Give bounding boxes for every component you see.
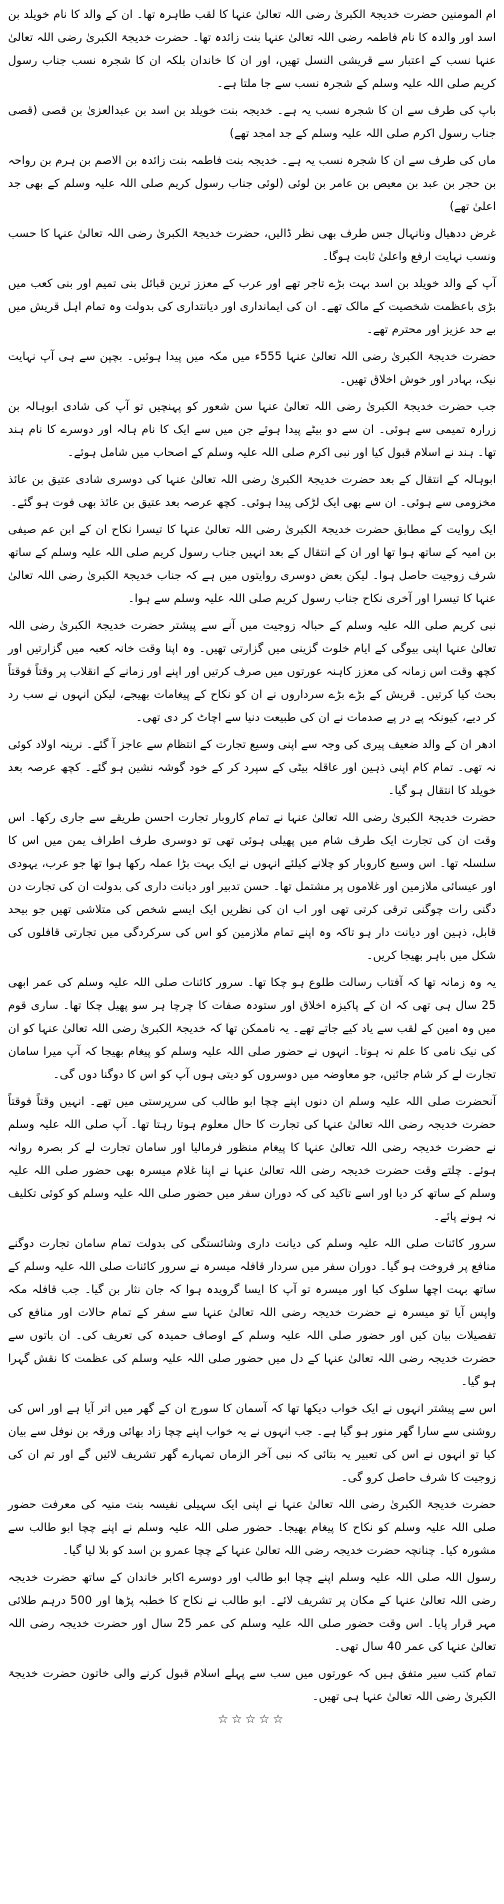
paragraph-dream: اس سے پیشتر انہوں نے ایک خواب دیکھا تھا کہ آسمان کا سورج ان کے گھر میں اتر آیا ہے اور اس کی روشنی سے سارا گھر منور ہو گیا ہے۔ جب انہوں نے یہ خواب اپنے چچا زاد بھائی ورقہ بن نوفل سے بیان کیا تو انہوں نے اس کی تعبیر یہ بتائی کہ نبی آخر الزماں تمہارے گھر تشریف لائیں گے اور تم ان کی زوجیت کا شرف حاصل کرو گی۔ — [8, 1401, 496, 1484]
paragraph-first-marriage: جب حضرت خدیجۃ الکبریٰ رضی اللہ تعالیٰ عنہا سن شعور کو پہنچیں تو آپ کی شادی ابوہالہ بن زرارہ تمیمی سے ہوئی۔ ان سے دو بیٹے پیدا ہوئے جن میں سے ایک کا نام ہالہ اور دوسرے کا نام ہند تھا۔ ہند نے اسلام قبول کیا اور نبی اکرم صلی اللہ علیہ وسلم کے اصحاب میں شامل ہوئے۔ — [8, 399, 496, 459]
paragraph-second-marriage: ابوہالہ کے انتقال کے بعد حضرت خدیجۃ الکبریٰ رضی اللہ تعالیٰ عنہا کی دوسری شادی عتیق بن عائذ مخزومی سے ہوئی۔ ان سے بھی ایک لڑکی پیدا ہوئی۔ کچھ عرصہ بعد عتیق بن عائذ بھی فوت ہو گئے۔ — [8, 472, 496, 509]
paragraph-trade: حضرت خدیجۃ الکبریٰ رضی اللہ تعالیٰ عنہا نے تمام کاروبار تجارت احسن طریقے سے جاری رکھا۔ اس وقت ان کی تجارت ایک طرف شام میں پھیلی ہوئی تھی تو دوسری طرف اطراف یمن میں اس کا سلسلہ تھا۔ اس وسیع کاروبار کو چلانے کیلئے انہوں نے ایک بہت بڑا عملہ رکھا ہوا تھا جو عرب، یہودی اور عیسائی ملازمین اور غلاموں پر مشتمل تھا۔ حسن تدبیر اور دیانت داری کی بدولت ان کی تجارت دن دگنی رات چوگنی ترقی کرتی تھی اور اب ان کی نظریں ایک ایسے شخص کی متلاشی تھیں جو بیحد قابل، ذہین اور دیانت دار ہو تاکہ وہ اپنے تمام ملازمین کو اس کی سرکردگی میں تجارتی قافلوں کی شکل میں باہر بھیجا کریں۔ — [8, 810, 496, 962]
paragraph-trade-offer: یہ وہ زمانہ تھا کہ آفتاب رسالت طلوع ہو چکا تھا۔ سرور کائنات صلی اللہ علیہ وسلم کی عمر ابھی 25 سال ہی تھی کہ ان کے پاکیزہ اخلاق اور ستودہ صفات کا چرچا ہر سو پھیل چکا تھا۔ ساری قوم میں وہ امین کے لقب سے یاد کیے جاتے تھے۔ یہ ناممکن تھا کہ خدیجۃ الکبریٰ رضی اللہ تعالیٰ عنہا کو ان کی نیک نامی کا علم نہ ہوتا۔ انہوں نے حضور صلی اللہ علیہ وسلم کو پیغام بھیجا کہ آپ میرا سامان تجارت لے کر شام جائیں، جو معاوضہ میں دوسروں کو دیتی ہوں آپ کو اس کا دوگنا دوں گی۔ — [8, 975, 496, 1081]
paragraph-father-retirement: ادھر ان کے والد ضعیف پیری کی وجہ سے اپنی وسیع تجارت کے انتظام سے عاجز آ گئے۔ نرینہ اولاد کوئی نہ تھی۔ تمام کام اپنی ذہین اور عاقلہ بیٹی کے سپرد کر کے خود گوشہ نشین ہو گئے۔ کچھ عرصہ بعد خویلد کا انتقال ہو گیا۔ — [8, 737, 496, 797]
paragraph-third-marriage: ایک روایت کے مطابق حضرت خدیجۃ الکبریٰ رضی اللہ تعالیٰ عنہا کا تیسرا نکاح ان کے ابن عم صیفی بن امیہ کے ساتھ ہوا تھا اور ان کے انتقال کے بعد انہیں جناب رسول کریم صلی اللہ علیہ وسلم کے ساتھ شرف زوجیت حاصل ہوا۔ لیکن بعض دوسری روایتوں میں ہے کہ جناب خدیجۃ الکبریٰ رضی اللہ تعالیٰ عنہا کا تیسرا اور آخری نکاح جناب رسول کریم صلی اللہ علیہ وسلم سے ہوا۔ — [8, 522, 496, 605]
paragraph-father: آپ کے والد خویلد بن اسد بہت بڑے تاجر تھے اور عرب کے معزز ترین قبائل بنی تمیم اور بنی کعب میں بڑی باعظمت شخصیت کے مالک تھے۔ ان کی ایمانداری اور دیانتداری کی بدولت وہ تمام اہل قریش میں بے حد عزیز اور محترم تھے۔ — [8, 276, 496, 336]
paragraph-nikah: رسول اللہ صلی اللہ علیہ وسلم اپنے چچا ابو طالب اور دوسرے اکابر خاندان کے ساتھ حضرت خدیجہ رضی اللہ تعالیٰ عنہا کے مکان پر تشریف لائے۔ ابو طالب نے نکاح کا خطبہ پڑھا اور 500 درہم طلائی مہر قرار پایا۔ اس وقت حضور صلی اللہ علیہ وسلم کی عمر 25 سال اور حضرت خدیجہ رضی اللہ تعالیٰ عنہا کی عمر 40 سال تھی۔ — [8, 1570, 496, 1653]
paragraph-first-muslim-woman: تمام کتب سیر متفق ہیں کہ عورتوں میں سب سے پہلے اسلام قبول کرنے والی خاتون حضرت خدیجۃ الکبریٰ رضی اللہ تعالیٰ عنہا ہی تھیں۔ — [8, 1666, 496, 1703]
paragraph-lineage-summary: غرض ددھیال ونانہال جس طرف بھی نظر ڈالیں، حضرت خدیجۃ الکبریٰ رضی اللہ تعالیٰ عنہا کا حسب ونسب نہایت ارفع واعلیٰ ثابت ہوگا۔ — [8, 226, 496, 263]
paragraph-paternal-lineage: باپ کی طرف سے ان کا شجرہ نسب یہ ہے۔ خدیجہ بنت خویلد بن اسد بن عبدالعزیٰ بن قصی (قصی جناب رسول اکرم صلی اللہ علیہ وسلم کے جد امجد تھے) — [8, 103, 496, 140]
paragraph-lineage-intro: ام المومنین حضرت خدیجۃ الکبریٰ رضی اللہ تعالیٰ عنہا کا لقب طاہرہ تھا۔ ان کے والد کا نام خویلد بن اسد اور والدہ کا نام فاطمہ رضی اللہ تعالیٰ عنہا بنت زائدہ تھا۔ حضرت خدیجۃ الکبریٰ رضی اللہ تعالیٰ عنہا نسب کے اعتبار سے قریشی النسل تھیں، اور ان کا خاندان بلکہ ان کا شجرہ نسب جناب رسول کریم صلی اللہ علیہ وسلم کے شجرہ نسب سے جا ملتا ہے۔ — [8, 7, 496, 90]
paragraph-widowhood: نبی کریم صلی اللہ علیہ وسلم کے حبالہ زوجیت میں آنے سے پیشتر حضرت خدیجۃ الکبریٰ رضی اللہ تعالیٰ عنہا اپنی بیوگی کے ایام خلوت گزینی میں گزارتی تھیں۔ وہ اپنا وقت خانہ کعبہ میں گزارتیں اور کچھ وقت اس زمانہ کی معزز کاہنہ عورتوں میں صرف کرتیں اور اپنے اور زمانے کے انقلاب پر وقتاً فوقتاً بحث کیا کرتیں۔ قریش کے بڑے بڑے سرداروں نے ان کو نکاح کے پیغامات بھیجے، لیکن انہوں نے سب رد کر دیے، کیونکہ پے در پے صدمات نے ان کی طبیعت دنیا سے اچاٹ کر دی تھی۔ — [8, 618, 496, 724]
paragraph-maternal-lineage: ماں کی طرف سے ان کا شجرہ نسب یہ ہے۔ خدیجہ بنت فاطمہ بنت زائدہ بن الاصم بن ہرم بن رواحہ بن حجر بن عبد بن معیص بن عامر بن لوئی (لوئی جناب رسول کریم صلی اللہ علیہ وسلم کے بھی جد اعلیٰ تھے) — [8, 153, 496, 213]
paragraph-birth: حضرت خدیجۃ الکبریٰ رضی اللہ تعالیٰ عنہا 555ء میں مکہ میں پیدا ہوئیں۔ بچپن سے ہی آپ نہایت نیک، بہادر اور خوش اخلاق تھیں۔ — [8, 349, 496, 386]
end-mark-stars: ☆☆☆☆☆ — [217, 1712, 287, 1726]
paragraph-journey-return: سرور کائنات صلی اللہ علیہ وسلم کی دیانت داری وشائستگی کی بدولت تمام سامان تجارت دوگنے منافع پر فروخت ہو گیا۔ دوران سفر میں سردار قافلہ میسرہ نے سرور کائنات صلی اللہ علیہ وسلم کے ساتھ بہت اچھا سلوک کیا اور میسرہ تو آپ کا ایسا گرویدہ ہوا کہ جان نثار بن گیا۔ جب قافلہ مکہ واپس آیا تو میسرہ نے حضرت خدیجہ رضی اللہ تعالیٰ عنہا سے سفر کے تمام حالات اور منافع کی تفصیلات بیان کیں اور حضور صلی اللہ علیہ وسلم کے اوصاف حمیدہ کی تعریف کی۔ ان باتوں سے حضرت خدیجہ رضی اللہ تعالیٰ عنہا کے دل میں حضور صلی اللہ علیہ وسلم کی عظمت کا نقش گہرا ہو گیا۔ — [8, 1236, 496, 1388]
paragraph-journey: آنحضرت صلی اللہ علیہ وسلم ان دنوں اپنے چچا ابو طالب کی سرپرستی میں تھے۔ انہیں وقتاً فوقتاً حضرت خدیجہ رضی اللہ تعالیٰ عنہا کی تجارت کا حال معلوم ہوتا رہتا تھا۔ آپ صلی اللہ علیہ وسلم نے حضرت خدیجہ رضی اللہ تعالیٰ عنہا کا پیغام منظور فرمالیا اور سامان تجارت لے کر بصرہ روانہ ہوئے۔ چلتے وقت حضرت خدیجہ رضی اللہ تعالیٰ عنہا نے اپنا غلام میسرہ بھی حضور صلی اللہ علیہ وسلم کے ساتھ کر دیا اور اسے تاکید کی کہ دوران سفر میں حضور صلی اللہ علیہ وسلم کو کوئی تکلیف نہ ہونے پائے۔ — [8, 1094, 496, 1223]
paragraph-proposal: حضرت خدیجۃ الکبریٰ رضی اللہ تعالیٰ عنہا نے اپنی ایک سہیلی نفیسہ بنت منیہ کی معرفت حضور صلی اللہ علیہ وسلم کو نکاح کا پیغام بھیجا۔ حضور صلی اللہ علیہ وسلم نے اپنے چچا ابو طالب سے مشورہ کیا۔ چنانچہ حضرت خدیجہ رضی اللہ تعالیٰ عنہا کے چچا عمرو بن اسد کو بلا لیا گیا۔ — [8, 1497, 496, 1557]
